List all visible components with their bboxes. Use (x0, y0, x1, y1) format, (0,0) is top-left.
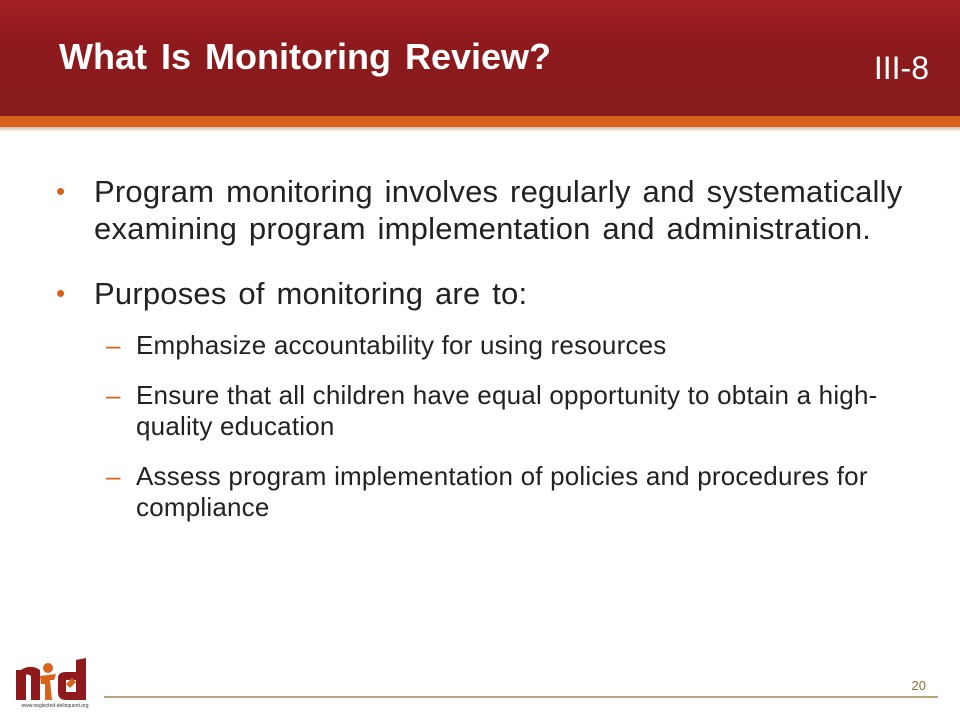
dash-icon: – (106, 461, 121, 491)
nd-logo-icon (14, 654, 96, 710)
bullet-text: Purposes of monitoring are to: (94, 276, 528, 311)
dash-icon: – (106, 380, 121, 410)
sub-item-text: Assess program implementation of policies and procedures for compliance (136, 461, 868, 522)
bullet-item (56, 173, 916, 247)
slide-title: What Is Monitoring Review? (59, 36, 552, 77)
page-number: 20 (911, 678, 926, 693)
header-bar (0, 0, 960, 116)
dash-icon: – (106, 330, 121, 360)
sub-item (106, 330, 916, 361)
bullet-dot-icon: • (56, 278, 66, 308)
logo-url: www.neglected-delinquent.org (21, 703, 89, 709)
footer-divider (104, 696, 938, 698)
sub-item (106, 461, 916, 523)
accent-shadow (0, 127, 960, 132)
bullet-dot-icon: • (56, 176, 66, 206)
slide-code: III-8 (873, 50, 929, 86)
sub-item-text: Emphasize accountability for using resources (136, 330, 667, 360)
sub-item (106, 380, 916, 442)
bullet-text: Program monitoring involves regularly and systematically examining program implementation and administration. (94, 174, 903, 246)
bullet-item (56, 275, 916, 312)
sub-item-text: Ensure that all children have equal opportunity to obtain a high-quality education (136, 380, 878, 441)
accent-stripe (0, 116, 960, 127)
slide-content (56, 173, 916, 523)
